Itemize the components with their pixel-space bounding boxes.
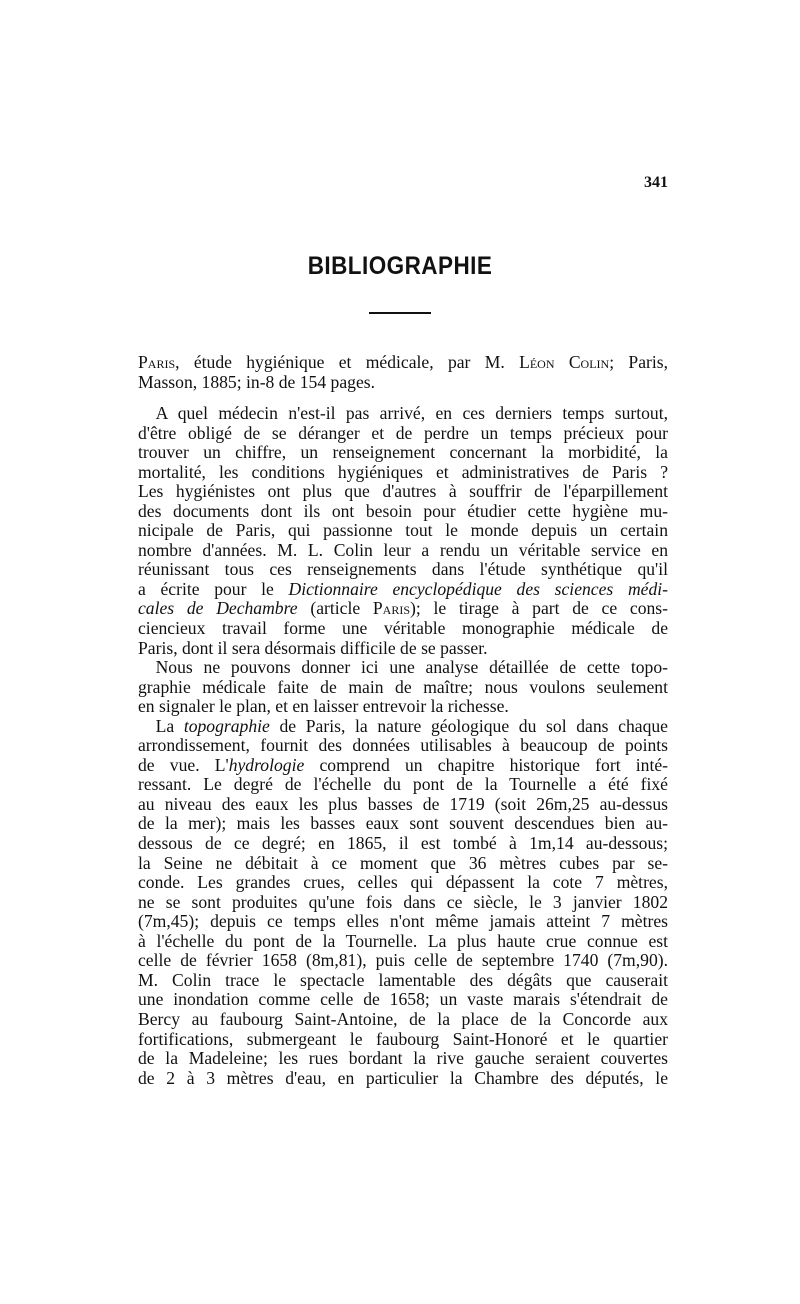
text-line xyxy=(138,639,668,659)
text-run: topographie xyxy=(183,715,270,736)
text-run: (article xyxy=(297,598,373,619)
text-run: a écrite pour le xyxy=(138,578,289,599)
text-run: Paris xyxy=(138,352,176,372)
title-rule xyxy=(369,312,431,314)
text-line xyxy=(138,502,668,522)
text-run: arrondissement, fournit des données utilisables à beaucoup de points xyxy=(138,735,668,756)
text-run: A quel médecin n'est-il pas arrivé, en ces derniers temps surtout, xyxy=(138,403,668,423)
text-run: trouver un chiffre, un renseignement concernant la morbidité, la xyxy=(138,442,668,463)
text-run: M. Colin trace le spectacle lamentable des dégâts que causerait xyxy=(138,969,668,990)
text-run: des documents dont ils ont besoin pour étudier cette hygiène mu- xyxy=(138,500,668,521)
text-run: ); le tirage à part de ce cons- xyxy=(410,598,669,619)
text-line xyxy=(138,912,668,932)
section-title: BIBLIOGRAPHIE xyxy=(307,252,493,280)
page-number: 341 xyxy=(644,174,668,191)
text-line xyxy=(138,541,668,561)
text-run: La xyxy=(138,715,184,736)
text-run: Léon Colin xyxy=(519,352,610,372)
text-line xyxy=(138,353,668,373)
text-line xyxy=(138,775,668,795)
text-run: réunissant tous ces renseignements dans l'étude synthétique qu'il xyxy=(138,559,668,580)
text-run: Dictionnaire encyclopédique des sciences médi- xyxy=(288,578,668,599)
text-run: cales de Dechambre xyxy=(138,598,298,619)
text-line xyxy=(138,521,668,541)
text-run: Paris, dont il sera désormais difficile de se passer. xyxy=(138,637,488,658)
text-run: (7m,45); depuis ce temps elles n'ont même jamais atteint 7 mètres xyxy=(138,911,668,932)
text-run: hydrologie xyxy=(228,754,305,775)
text-run: , étude hygiénique et médicale, par M. xyxy=(175,352,520,372)
text-run: Masson, 1885; in-8 de 154 pages. xyxy=(138,371,376,392)
review-body-text xyxy=(138,404,668,1088)
text-run: la Seine ne débitait à ce moment que 36 mètres cubes par se- xyxy=(138,852,668,873)
bibliographic-citation xyxy=(138,353,668,392)
text-run: Paris xyxy=(372,598,410,619)
text-line xyxy=(138,404,668,424)
text-line xyxy=(138,1049,668,1069)
text-run: ; Paris, xyxy=(609,352,669,372)
text-run: ressant. Le degré de l'échelle du pont de la Tournelle a été fixé xyxy=(138,774,668,795)
text-run: nombre d'années. M. L. Colin leur a rendu un véritable service en xyxy=(138,539,668,560)
text-line xyxy=(138,814,668,834)
text-line xyxy=(138,658,668,678)
text-line xyxy=(138,854,668,874)
text-line xyxy=(138,463,668,483)
text-run: Bercy au faubourg Saint-Antoine, de la place de la Concorde aux xyxy=(138,1008,668,1029)
text-run: dessous de ce degré; en 1865, il est tombé à 1m,14 au-dessous; xyxy=(138,833,668,854)
text-run: ciencieux travail forme une véritable monographie médicale de xyxy=(138,618,668,639)
text-line xyxy=(138,795,668,815)
text-run: comprend un chapitre historique fort inté- xyxy=(304,754,669,775)
text-run: de 2 à 3 mètres d'eau, en particulier la Chambre des députés, le xyxy=(138,1067,668,1088)
text-run: une inondation comme celle de 1658; un vaste marais s'étendrait de xyxy=(138,989,668,1010)
text-run: Nous ne pouvons donner ici une analyse détaillée de cette topo- xyxy=(138,657,668,678)
text-line xyxy=(138,932,668,952)
text-line xyxy=(138,599,668,619)
text-run: celle de février 1658 (8m,81), puis celle de septembre 1740 (7m,90). xyxy=(138,950,668,971)
text-line xyxy=(138,424,668,444)
text-run: ne se sont produites qu'une fois dans ce siècle, le 3 janvier 1802 xyxy=(138,891,668,912)
text-run: Les hygiénistes ont plus que d'autres à souffrir de l'éparpillement xyxy=(138,481,668,502)
text-line xyxy=(138,971,668,991)
text-line xyxy=(138,1069,668,1089)
text-run: conde. Les grandes crues, celles qui dépassent la cote 7 mètres, xyxy=(138,872,668,893)
text-run: de la Madeleine; les rues bordant la rive gauche seraient couvertes xyxy=(138,1048,668,1069)
text-line xyxy=(138,990,668,1010)
text-line xyxy=(138,756,668,776)
text-line xyxy=(138,717,668,737)
text-line xyxy=(138,580,668,600)
text-run: nicipale de Paris, qui passionne tout le monde depuis un certain xyxy=(138,520,668,541)
text-line xyxy=(138,893,668,913)
text-line xyxy=(138,834,668,854)
text-line xyxy=(138,951,668,971)
text-run: mortalité, les conditions hygiéniques et administratives de Paris ? xyxy=(138,461,668,482)
text-run: en signaler le plan, et en laisser entrevoir la richesse. xyxy=(138,696,509,717)
text-line xyxy=(138,443,668,463)
text-line xyxy=(138,678,668,698)
text-line xyxy=(138,373,668,393)
text-line xyxy=(138,482,668,502)
text-line xyxy=(138,697,668,717)
text-line xyxy=(138,619,668,639)
text-run: fortifications, submergeant le faubourg Saint-Honoré et le quartier xyxy=(138,1028,668,1049)
text-run: de Paris, la nature géologique du sol dans chaque xyxy=(269,715,668,736)
text-line xyxy=(138,736,668,756)
text-run: de vue. L' xyxy=(138,754,229,775)
text-run: à l'échelle du pont de la Tournelle. La plus haute crue connue est xyxy=(138,930,668,951)
text-run: d'être obligé de se déranger et de perdre un temps précieux pour xyxy=(138,422,668,443)
text-line xyxy=(138,560,668,580)
text-run: au niveau des eaux les plus basses de 1719 (soit 26m,25 au-dessus xyxy=(138,793,668,814)
text-line xyxy=(138,1010,668,1030)
text-run: graphie médicale faite de main de maître; nous voulons seulement xyxy=(138,676,668,697)
text-line xyxy=(138,873,668,893)
text-line xyxy=(138,1030,668,1050)
text-run: de la mer); mais les basses eaux sont souvent descendues bien au- xyxy=(138,813,668,834)
